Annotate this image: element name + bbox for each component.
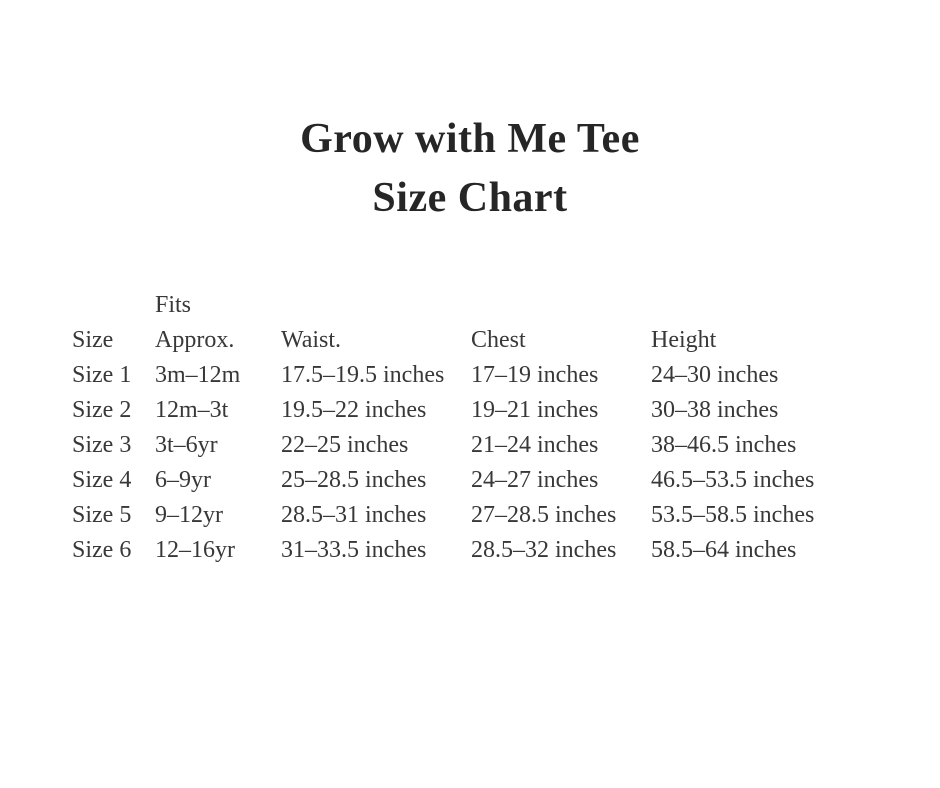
- fits-approx-cell: 12m–3t: [155, 397, 229, 423]
- size-chart-table: [72, 288, 836, 568]
- waist-cell: 19.5–22 inches: [281, 397, 427, 423]
- chest-cell: 24–27 inches: [471, 467, 599, 493]
- size-chart-header: [72, 288, 836, 358]
- table-row: [72, 463, 836, 498]
- size-cell: Size 3: [72, 432, 132, 458]
- fits-approx-cell: 3t–6yr: [155, 432, 218, 458]
- size-chart-body: [72, 358, 836, 568]
- header-row-main: [72, 323, 836, 358]
- header-fits-line1: Fits: [155, 292, 192, 318]
- size-cell: Size 2: [72, 397, 132, 423]
- header-chest: Chest: [471, 327, 526, 353]
- size-cell: Size 1: [72, 362, 132, 388]
- header-empty-cell: [281, 288, 471, 323]
- waist-cell: 25–28.5 inches: [281, 467, 427, 493]
- page-title-line1: Grow with Me Tee: [300, 116, 640, 162]
- header-empty-cell: [651, 288, 836, 323]
- page-title-line2: Size Chart: [372, 175, 568, 221]
- fits-approx-cell: 12–16yr: [155, 537, 235, 563]
- chest-cell: 27–28.5 inches: [471, 502, 617, 528]
- chest-cell: 21–24 inches: [471, 432, 599, 458]
- height-cell: 38–46.5 inches: [651, 432, 797, 458]
- page-title: [0, 110, 940, 228]
- size-cell: Size 4: [72, 467, 132, 493]
- table-row: [72, 533, 836, 568]
- chest-cell: 19–21 inches: [471, 397, 599, 423]
- header-fits-line2: Approx.: [155, 327, 235, 353]
- size-cell: Size 6: [72, 537, 132, 563]
- chest-cell: 17–19 inches: [471, 362, 599, 388]
- table-row: [72, 358, 836, 393]
- header-waist: Waist.: [281, 327, 342, 353]
- height-cell: 58.5–64 inches: [651, 537, 797, 563]
- height-cell: 30–38 inches: [651, 397, 779, 423]
- header-empty-cell: [471, 288, 651, 323]
- table-row: [72, 428, 836, 463]
- waist-cell: 22–25 inches: [281, 432, 409, 458]
- height-cell: 24–30 inches: [651, 362, 779, 388]
- header-height: Height: [651, 327, 717, 353]
- height-cell: 46.5–53.5 inches: [651, 467, 815, 493]
- waist-cell: 17.5–19.5 inches: [281, 362, 445, 388]
- header-empty-cell: [72, 288, 155, 323]
- size-cell: Size 5: [72, 502, 132, 528]
- header-row-top: [72, 288, 836, 323]
- waist-cell: 28.5–31 inches: [281, 502, 427, 528]
- height-cell: 53.5–58.5 inches: [651, 502, 815, 528]
- waist-cell: 31–33.5 inches: [281, 537, 427, 563]
- fits-approx-cell: 6–9yr: [155, 467, 211, 493]
- table-row: [72, 498, 836, 533]
- fits-approx-cell: 3m–12m: [155, 362, 241, 388]
- table-row: [72, 393, 836, 428]
- chest-cell: 28.5–32 inches: [471, 537, 617, 563]
- fits-approx-cell: 9–12yr: [155, 502, 223, 528]
- header-size: Size: [72, 327, 114, 353]
